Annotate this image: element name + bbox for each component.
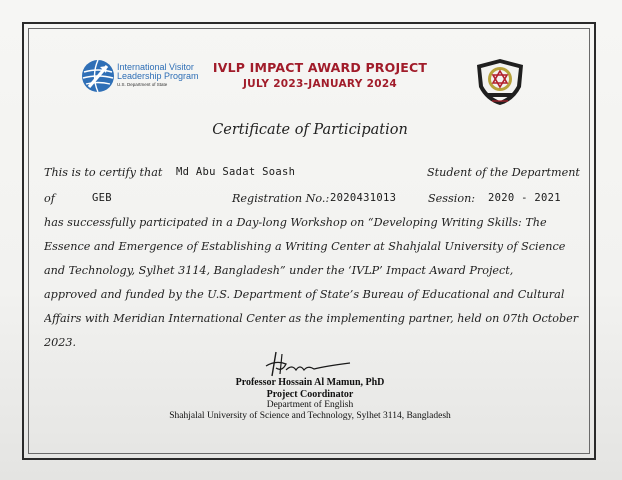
student-name: Md Abu Sadat Soash — [176, 166, 296, 178]
session-value: 2020 - 2021 — [488, 192, 561, 204]
registration-label: Registration No.: — [232, 192, 330, 205]
body-line: Affairs with Meridian International Center as the implementing partner, held on 07th October — [44, 312, 579, 325]
of-label: of — [44, 192, 55, 205]
signatory-block — [140, 377, 480, 422]
ivlp-logo-line1: International Visitor — [117, 62, 194, 72]
project-dates: JULY 2023-JANUARY 2024 — [242, 78, 398, 90]
body-line: approved and funded by the U.S. Department of State’s Bureau of Educational and Cultural — [44, 288, 565, 301]
signatory-role: Project Coordinator — [266, 388, 354, 400]
ivlp-logo-line3: U.S. Department of State — [117, 81, 168, 87]
body-line: Essence and Emergence of Establishing a Writing Center at Shahjalal University of Science — [44, 240, 566, 253]
certify-prefix: This is to certify that — [44, 166, 163, 179]
signature-mark — [262, 348, 354, 380]
ivlp-logo-line2: Leadership Program — [117, 71, 199, 82]
registration-number: 2020431013 — [330, 192, 397, 204]
signatory-name: Professor Hossain Al Mamun, PhD — [235, 377, 385, 388]
body-line: 2023. — [44, 336, 77, 349]
session-label: Session: — [428, 192, 476, 205]
student-of-label: Student of the Department — [427, 166, 580, 179]
signatory-department: Department of English — [266, 400, 354, 411]
department-value: GEB — [92, 192, 112, 204]
signatory-university: Shahjalal University of Science and Technology, Sylhet 3114, Bangladesh — [169, 411, 451, 422]
certificate-title: Certificate of Participation — [212, 122, 408, 138]
body-line: has successfully participated in a Day-long Workshop on “Developing Writing Skills: The — [44, 216, 547, 229]
ivlp-logo — [80, 56, 200, 96]
project-title: IVLP IMPACT AWARD PROJECT — [212, 60, 428, 75]
ivlp-logo-text — [117, 63, 199, 88]
globe-arrow-icon — [80, 58, 116, 94]
university-seal-icon — [474, 57, 526, 107]
body-line: and Technology, Sylhet 3114, Bangladesh” under the ‘IVLP’ Impact Award Project, — [44, 264, 514, 277]
